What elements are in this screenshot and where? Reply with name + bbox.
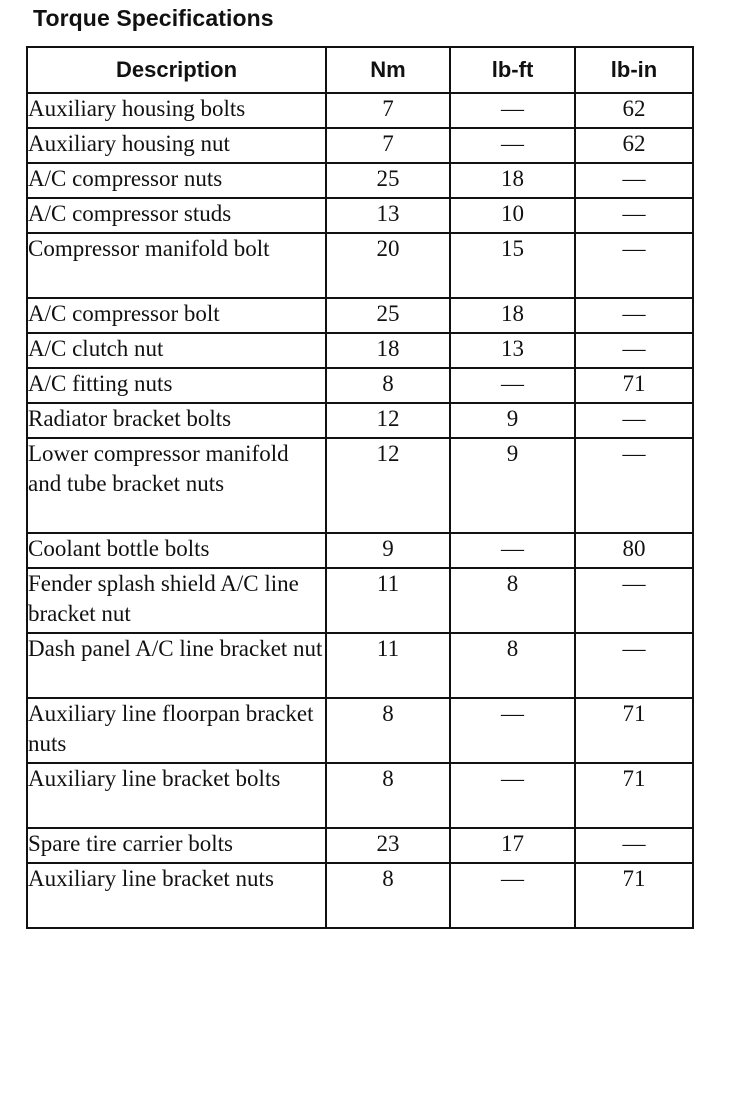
column-header-nm: Nm (326, 47, 450, 93)
cell-lb-ft: — (450, 368, 575, 403)
table-row (27, 828, 693, 863)
cell-lb-in: 71 (575, 368, 693, 403)
cell-nm: 11 (326, 633, 450, 698)
table-row (27, 198, 693, 233)
cell-lb-in: 80 (575, 533, 693, 568)
cell-nm: 13 (326, 198, 450, 233)
cell-nm: 8 (326, 863, 450, 928)
cell-nm: 20 (326, 233, 450, 298)
cell-description: Auxiliary line bracket bolts (27, 763, 326, 828)
cell-description: Fender splash shield A/C line bracket nut (27, 568, 326, 633)
cell-description: Auxiliary housing bolts (27, 93, 326, 128)
cell-lb-ft: — (450, 93, 575, 128)
cell-description: Radiator bracket bolts (27, 403, 326, 438)
cell-lb-in: 71 (575, 763, 693, 828)
cell-lb-ft: 18 (450, 163, 575, 198)
cell-description: A/C clutch nut (27, 333, 326, 368)
cell-lb-in: — (575, 828, 693, 863)
table-row (27, 368, 693, 403)
table-row (27, 233, 693, 298)
cell-lb-ft: — (450, 533, 575, 568)
cell-lb-in: — (575, 438, 693, 533)
cell-lb-in: — (575, 333, 693, 368)
cell-description: A/C compressor nuts (27, 163, 326, 198)
cell-lb-ft: 9 (450, 438, 575, 533)
cell-lb-ft: — (450, 698, 575, 763)
table-row (27, 633, 693, 698)
table-row (27, 403, 693, 438)
cell-lb-in: 62 (575, 93, 693, 128)
table-row (27, 438, 693, 533)
torque-table (26, 46, 694, 929)
cell-lb-in: — (575, 298, 693, 333)
cell-description: Auxiliary line floorpan bracket nuts (27, 698, 326, 763)
cell-nm: 8 (326, 698, 450, 763)
table-row (27, 128, 693, 163)
cell-nm: 11 (326, 568, 450, 633)
cell-lb-in: 71 (575, 698, 693, 763)
cell-nm: 7 (326, 128, 450, 163)
table-row (27, 93, 693, 128)
cell-lb-in: — (575, 198, 693, 233)
cell-description: Dash panel A/C line bracket nut (27, 633, 326, 698)
cell-nm: 23 (326, 828, 450, 863)
column-header-description: Description (27, 47, 326, 93)
cell-description: A/C compressor studs (27, 198, 326, 233)
table-row (27, 568, 693, 633)
cell-lb-in: 62 (575, 128, 693, 163)
cell-description: Compressor manifold bolt (27, 233, 326, 298)
cell-lb-in: — (575, 233, 693, 298)
cell-description: Auxiliary housing nut (27, 128, 326, 163)
cell-lb-ft: 13 (450, 333, 575, 368)
cell-lb-in: 71 (575, 863, 693, 928)
cell-description: Coolant bottle bolts (27, 533, 326, 568)
cell-lb-ft: 10 (450, 198, 575, 233)
cell-lb-ft: — (450, 763, 575, 828)
cell-nm: 18 (326, 333, 450, 368)
cell-description: Spare tire carrier bolts (27, 828, 326, 863)
column-header-lb-ft: lb-ft (450, 47, 575, 93)
cell-nm: 8 (326, 763, 450, 828)
cell-lb-ft: 17 (450, 828, 575, 863)
cell-description: Lower compressor manifold and tube bracket nuts (27, 438, 326, 533)
table-row (27, 698, 693, 763)
cell-lb-in: — (575, 633, 693, 698)
cell-lb-ft: 9 (450, 403, 575, 438)
cell-nm: 25 (326, 298, 450, 333)
cell-lb-in: — (575, 163, 693, 198)
table-row (27, 298, 693, 333)
cell-lb-in: — (575, 568, 693, 633)
cell-description: A/C compressor bolt (27, 298, 326, 333)
header-row (27, 47, 693, 93)
table-row (27, 163, 693, 198)
cell-nm: 12 (326, 438, 450, 533)
cell-lb-ft: — (450, 863, 575, 928)
table-row (27, 333, 693, 368)
cell-lb-ft: 8 (450, 568, 575, 633)
cell-nm: 9 (326, 533, 450, 568)
cell-nm: 8 (326, 368, 450, 403)
cell-lb-ft: 15 (450, 233, 575, 298)
cell-nm: 25 (326, 163, 450, 198)
page-title: Torque Specifications (33, 5, 274, 31)
cell-description: A/C fitting nuts (27, 368, 326, 403)
cell-nm: 12 (326, 403, 450, 438)
cell-lb-ft: — (450, 128, 575, 163)
cell-description: Auxiliary line bracket nuts (27, 863, 326, 928)
table-row (27, 533, 693, 568)
cell-lb-ft: 18 (450, 298, 575, 333)
table-row (27, 763, 693, 828)
cell-nm: 7 (326, 93, 450, 128)
cell-lb-in: — (575, 403, 693, 438)
cell-lb-ft: 8 (450, 633, 575, 698)
column-header-lb-in: lb-in (575, 47, 693, 93)
table-row (27, 863, 693, 928)
